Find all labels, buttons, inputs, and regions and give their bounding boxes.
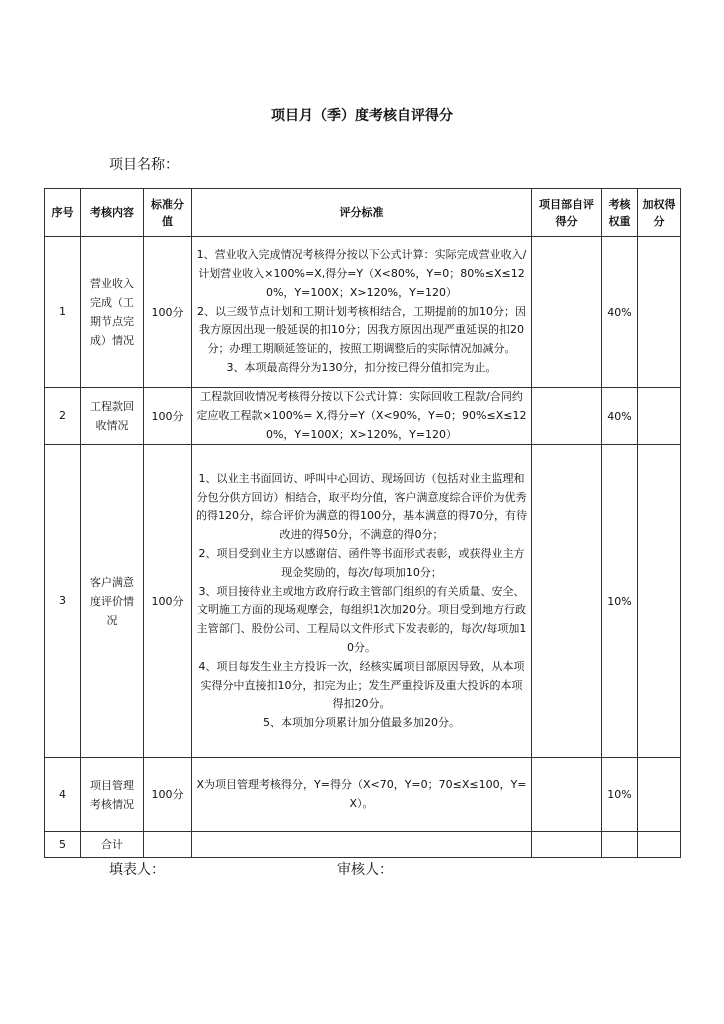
criteria-item: 3、项目接待业主或地方政府行政主管部门组织的有关质量、安全、文明施工方面的现场观摩会，每组织1次加20分。项目受到地方行政主管部门、股份公司、工程局以文件形式下发表彰的，每次/每项加10分。 (196, 584, 527, 654)
row-content: 客户满意度评价情况 (81, 445, 144, 758)
criteria-item: 3、本项最高得分为130分，扣分按已得分值扣完为止。 (226, 360, 497, 374)
row-weight: 40% (602, 237, 638, 388)
row-weight: 40% (602, 388, 638, 445)
assessment-table (44, 188, 681, 858)
row-criteria (192, 832, 532, 858)
header-score: 标准分值 (144, 189, 192, 237)
row-score: 100分 (144, 758, 192, 832)
reviewer-label: 审核人： (337, 862, 393, 878)
row-weighted[interactable] (638, 445, 681, 758)
header-content: 考核内容 (81, 189, 144, 237)
header-criteria: 评分标准 (192, 189, 532, 237)
row-weighted[interactable] (638, 832, 681, 858)
criteria-item: 1、营业收入完成情况考核得分按以下公式计算：实际完成营业收入/计划营业收入×100%=X,得分=Y（X<80%，Y=0；80%≤X≤120%，Y=100X；X>120%，Y=120） (196, 248, 527, 299)
criteria-item: 4、项目每发生业主方投诉一次，经核实属项目部原因导致，从本项实得分中直接扣10分，扣完为止；发生严重投诉及重大投诉的本项得扣20分。 (198, 659, 525, 711)
criteria-item: 2、以三级节点计划和工期计划考核相结合，工期提前的加10分；因我方原因出现一般延误的扣10分；因我方原因出现严重延误的扣20分；办理工期顺延签证的，按照工期调整后的实际情况加减分。 (197, 304, 526, 356)
row-score: 100分 (144, 445, 192, 758)
row-score: 100分 (144, 388, 192, 445)
total-row (45, 832, 681, 858)
row-weight[interactable] (602, 832, 638, 858)
row-criteria (192, 388, 532, 445)
page-title: 项目月（季）度考核自评得分 (271, 108, 453, 124)
header-index: 序号 (45, 189, 81, 237)
row-index: 1 (45, 237, 81, 388)
header-weight: 考核权重 (602, 189, 638, 237)
row-weighted[interactable] (638, 388, 681, 445)
row-self-score[interactable] (532, 445, 602, 758)
table-row (45, 758, 681, 832)
table-row (45, 237, 681, 388)
row-content: 工程款回收情况 (81, 388, 144, 445)
table-row (45, 388, 681, 445)
row-criteria (192, 758, 532, 832)
row-index: 5 (45, 832, 81, 858)
row-index: 2 (45, 388, 81, 445)
header-row (45, 189, 681, 237)
filler-label: 填表人： (109, 862, 165, 878)
row-content: 项目管理考核情况 (81, 758, 144, 832)
row-content: 合计 (81, 832, 144, 858)
row-weighted[interactable] (638, 758, 681, 832)
row-weight: 10% (602, 445, 638, 758)
header-weighted: 加权得分 (638, 189, 681, 237)
row-self-score[interactable] (532, 388, 602, 445)
row-index: 4 (45, 758, 81, 832)
criteria-item: X为项目管理考核得分，Y=得分（X<70，Y=0；70≤X≤100，Y=X）。 (196, 778, 527, 810)
row-content: 营业收入完成（工期节点完成）情况 (81, 237, 144, 388)
row-score: 100分 (144, 237, 192, 388)
row-score[interactable] (144, 832, 192, 858)
table-row (45, 445, 681, 758)
criteria-item: 2、项目受到业主方以感谢信、函件等书面形式表彰，或获得业主方现金奖励的，每次/每项加10分； (198, 547, 525, 579)
criteria-item: 工程款回收情况考核得分按以下公式计算：实际回收工程款/合同约定应收工程款×100%= X,得分=Y（X<90%，Y=0；90%≤X≤120%，Y=100X；X>120%，Y=120） (196, 390, 527, 441)
row-self-score[interactable] (532, 832, 602, 858)
row-weighted[interactable] (638, 237, 681, 388)
project-name-label: 项目名称： (109, 157, 179, 173)
row-weight: 10% (602, 758, 638, 832)
row-criteria (192, 237, 532, 388)
criteria-item: 5、本项加分项累计加分值最多加20分。 (263, 716, 460, 730)
row-index: 3 (45, 445, 81, 758)
row-self-score[interactable] (532, 758, 602, 832)
header-self-score: 项目部自评得分 (532, 189, 602, 237)
criteria-item: 1、以业主书面回访、呼叫中心回访、现场回访（包括对业主监理和分包分供方回访）相结合，取平均分值，客户满意度综合评价为优秀的得120分，综合评价为满意的得100分，基本满意的得70分，有待改进的得50分，不满意的得0分； (196, 471, 527, 542)
row-self-score[interactable] (532, 237, 602, 388)
row-criteria (192, 445, 532, 758)
